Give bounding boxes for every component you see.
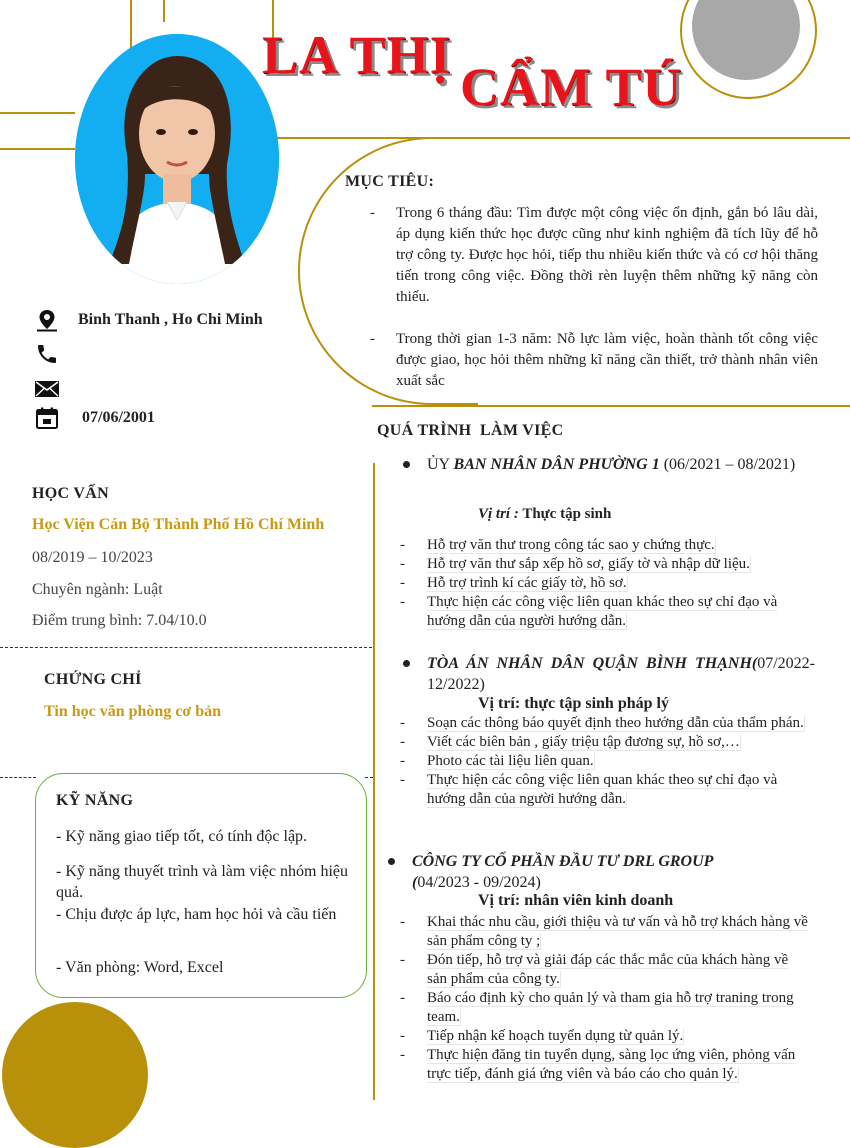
job-period: (06/2021 – 08/2021) (659, 456, 796, 473)
job-position: Vị trí: thực tập sinh pháp lý (478, 695, 669, 712)
objective-title: MỤC TIÊU: (345, 173, 435, 190)
job-period: 04/2023 - 09/2024) (417, 874, 541, 891)
job-org-paren: ( (412, 874, 418, 891)
job-period: 07/2022- 12/2022) (427, 655, 815, 693)
divider (365, 777, 373, 778)
contact-phone (34, 342, 78, 366)
experience-title: QUÁ TRÌNH LÀM VIỆC (377, 422, 564, 439)
name-line-2: CẨM TÚ (460, 57, 683, 117)
certificates-title: CHỨNG CHỈ (44, 671, 142, 688)
education-period: 08/2019 – 10/2023 (32, 549, 153, 566)
task-item: - Viết các biên bản , giấy triệu tập đương sự, hồ sơ,… (400, 733, 810, 752)
task-item: - Đón tiếp, hỗ trợ và giải đáp các thắc mắc của khách hàng về sản phẩm của công ty. (400, 951, 810, 989)
education-title: HỌC VẤN (32, 485, 109, 502)
skill-item: - Kỹ năng giao tiếp tốt, có tính độc lập. (56, 828, 308, 845)
task-item: - Hỗ trợ văn thư sắp xếp hồ sơ, giấy tờ và nhập dữ liệu. (400, 555, 810, 574)
contact-address (34, 308, 263, 332)
decor-line (273, 137, 850, 139)
decor-line (0, 112, 75, 114)
job-task-list (400, 913, 810, 1084)
job-task-list (400, 536, 810, 631)
bullet-icon (403, 461, 410, 468)
skill-item: - Văn phòng: Word, Excel (56, 959, 224, 976)
task-item: - Thực hiện các công việc liên quan khác theo sự chỉ đạo và hướng dẫn của người hướng dẫn. (400, 593, 810, 631)
objective-item: - Trong 6 tháng đầu: Tìm được một công việc ổn định, gắn bó lâu dài, áp dụng kiến thức học được cũng như kinh nghiệm đã tích lũy để hỗ trợ công ty. Được học hỏi, tiếp thu nhiều kiến thức và có cơ hội thăng tiến trong công việc. Đồng thời rèn luyện thêm những kỹ năng còn thiếu. (370, 203, 818, 308)
calendar-icon (34, 406, 60, 430)
portrait-illustration (75, 34, 279, 284)
task-item: - Báo cáo định kỳ cho quản lý và tham gia hỗ trợ traning trong team. (400, 989, 810, 1027)
bullet-icon (388, 858, 395, 865)
job-position: Vị trí: nhân viên kinh doanh (478, 892, 674, 909)
divider (0, 647, 372, 648)
job-header (427, 653, 815, 695)
certificate-item: Tin học văn phòng cơ bản (44, 703, 222, 720)
decor-half-disc (2, 1002, 148, 1148)
decor-line (163, 0, 165, 22)
task-item: - Photo các tài liệu liên quan. (400, 752, 810, 771)
task-item: - Thực hiện các công việc liên quan khác theo sự chỉ đạo và hướng dẫn của người hướng dẫn. (400, 771, 810, 809)
job-org: TÒA ÁN NHÂN DÂN QUẬN BÌNH THẠNH( (427, 655, 758, 672)
job-org: CÔNG TY CỔ PHẦN ĐẦU TƯ DRL GROUP (412, 853, 714, 870)
skill-item: - Kỹ năng thuyết trình và làm việc nhóm hiệu quả. (56, 863, 348, 901)
profile-photo (75, 34, 279, 284)
job-task-list (400, 714, 810, 809)
task-item: - Tiếp nhận kế hoạch tuyển dụng từ quản lý. (400, 1027, 810, 1046)
name-line-1: LA THỊ (262, 25, 452, 85)
skill-item: - Chịu được áp lực, ham học hỏi và cầu tiến (56, 906, 337, 923)
decor-line (0, 148, 75, 150)
mail-icon (34, 377, 60, 401)
education-school: Học Viện Cán Bộ Thành Phố Hồ Chí Minh (32, 516, 325, 533)
decor-line (373, 463, 375, 1100)
education-gpa: Điểm trung bình: 7.04/10.0 (32, 612, 207, 629)
job-org: BAN NHÂN DÂN PHƯỜNG 1 (453, 456, 660, 473)
contact-birthday (34, 406, 155, 430)
location-pin-icon (34, 308, 60, 332)
bullet-icon (403, 660, 410, 667)
skills-box (35, 773, 367, 998)
task-item: - Hỗ trợ trình kí các giấy tờ, hồ sơ. (400, 574, 810, 593)
birthday-text: 07/06/2001 (82, 409, 155, 426)
education-major: Chuyên ngành: Luật (32, 581, 163, 598)
decor-line (372, 405, 850, 407)
task-item: - Thực hiện đăng tin tuyển dụng, sàng lọc ứng viên, phỏng vấn trực tiếp, đánh giá ứng viên và báo cáo cho quản lý. (400, 1046, 810, 1084)
job-position (478, 506, 611, 523)
job-org-prefix: ỦY (427, 456, 454, 473)
contact-email (34, 377, 78, 401)
address-text: Binh Thanh , Ho Chi Minh (78, 311, 263, 328)
skills-title: KỸ NĂNG (56, 792, 134, 809)
phone-icon (34, 342, 60, 366)
job-header (427, 454, 815, 475)
job-header (412, 851, 812, 893)
task-item: - Hỗ trợ văn thư trong công tác sao y chứng thực. (400, 536, 810, 555)
objective-item: - Trong thời gian 1-3 năm: Nỗ lực làm việc, hoàn thành tốt công việc được giao, học hỏi thêm những kĩ năng cần thiết, trở thành nhân viên xuất sắc (370, 329, 818, 392)
task-item: - Khai thác nhu cầu, giới thiệu và tư vấn và hỗ trợ khách hàng về sản phẩm công ty ; (400, 913, 810, 951)
job-position-label: Vị trí : (478, 506, 519, 522)
task-item: - Soạn các thông báo quyết định theo hướng dẫn của thẩm phán. (400, 714, 810, 733)
objective-list (370, 203, 818, 392)
job-position-value: Thực tập sinh (518, 506, 612, 522)
divider (0, 777, 36, 778)
